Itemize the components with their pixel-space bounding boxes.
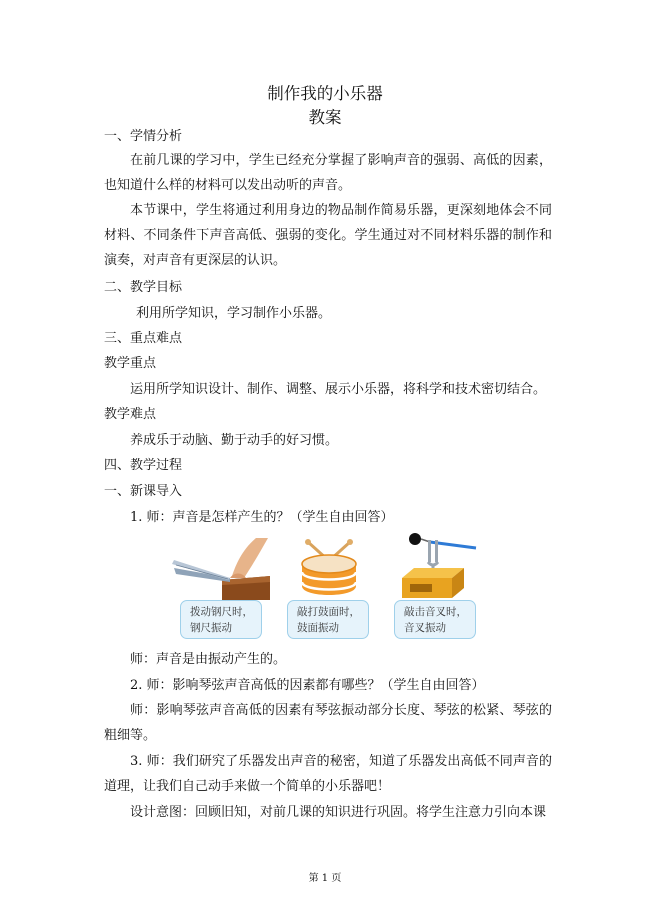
- focus-heading: 教学重点: [104, 356, 157, 371]
- question-2: 2. 师：影响琴弦声音高低的因素都有哪些？（学生自由回答）: [130, 678, 485, 693]
- question-1: 1. 师：声音是怎样产生的？（学生自由回答）: [130, 510, 394, 525]
- section-heading-teaching-process: 四、教学过程: [104, 458, 183, 473]
- caption-tuning-fork-line1: 敲击音叉时，: [404, 606, 467, 618]
- paragraph-learning-analysis-2: 本节课中，学生将通过利用身边的物品制作简易乐器，更深刻地体会不同材料、不同条件下声音高低、强弱的变化。学生通过对不同材料乐器的制作和演奏，对声音有更深层的认识。: [104, 203, 552, 268]
- caption-tuning-fork-line2: 音叉振动: [404, 622, 446, 634]
- caption-drum-line1: 敲打鼓面时，: [297, 606, 360, 618]
- section-heading-teaching-goals: 二、教学目标: [104, 280, 183, 295]
- caption-ruler: [180, 600, 262, 639]
- document-title: 制作我的小乐器: [267, 84, 383, 103]
- question-3: 3. 师：我们研究了乐器发出声音的秘密，知道了乐器发出高低不同声音的道理，让我们自己动手来做一个简单的小乐器吧！: [104, 754, 552, 794]
- focus-text: 运用所学知识设计、制作、调整、展示小乐器，将科学和技术密切结合。: [130, 382, 547, 397]
- caption-ruler-line1: 拨动钢尺时，: [190, 606, 253, 618]
- page-number: 第 1 页: [308, 873, 342, 884]
- section-heading-learning-analysis: 一、学情分析: [104, 129, 183, 144]
- caption-drum-line2: 鼓面振动: [297, 622, 339, 634]
- paragraph-learning-analysis-1: 在前几课的学习中，学生已经充分掌握了影响声音的强弱、高低的因素，也知道什么样的材料可以发出动听的声音。: [104, 153, 552, 193]
- step-heading-introduction: 一、新课导入: [104, 484, 183, 499]
- document-subtitle: 教案: [308, 108, 342, 127]
- tuning-fork-illustration: [400, 532, 480, 600]
- caption-drum: [287, 600, 369, 639]
- drum-illustration: [298, 538, 360, 600]
- difficulty-heading: 教学难点: [104, 407, 157, 422]
- caption-ruler-line2: 钢尺振动: [190, 622, 232, 634]
- design-intent: 设计意图：回顾旧知，对前几课的知识进行巩固。将学生注意力引向本课: [130, 805, 547, 820]
- answer-1: 师：声音是由振动产生的。: [130, 652, 287, 667]
- answer-2: 师：影响琴弦声音高低的因素有琴弦振动部分长度、琴弦的松紧、琴弦的粗细等。: [104, 703, 552, 743]
- ruler-vibration-illustration: [172, 538, 270, 600]
- caption-tuning-fork: [394, 600, 476, 639]
- teaching-goals-text: 利用所学知识，学习制作小乐器。: [136, 306, 332, 321]
- difficulty-text: 养成乐于动脑、勤于动手的好习惯。: [130, 433, 339, 448]
- section-heading-key-points: 三、重点难点: [104, 331, 183, 346]
